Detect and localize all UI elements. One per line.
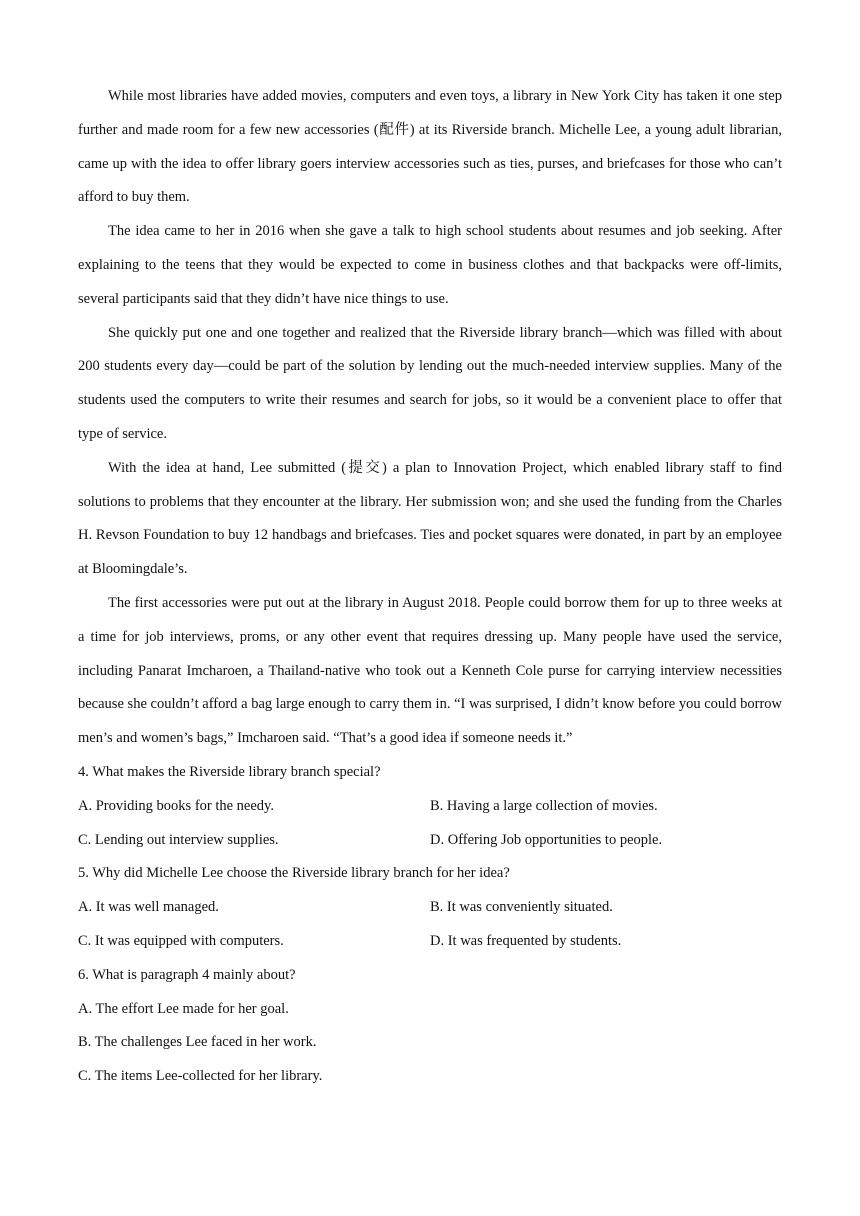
question-4-options-row-2 <box>78 824 782 858</box>
question-4-options-row-1 <box>78 790 782 824</box>
question-5 <box>78 857 782 958</box>
passage-paragraph-5: The first accessories were put out at the library in August 2018. People could borrow them for up to three weeks at a time for job interviews, proms, or any other event that requires dressing up. Many people have used the service, including Panarat Imcharoen, a Thailand-native who took out a Kenneth Cole purse for carrying interview necessities because she couldn’t afford a bag large enough to carry them in. “I was surprised, I didn’t know before you could borrow men’s and women’s bags,” Imcharoen said. “That’s a good idea if someone needs it.” <box>78 594 782 747</box>
question-5-stem: 5. Why did Michelle Lee choose the Riverside library branch for her idea? <box>78 865 510 882</box>
question-5-option-b: B. It was conveniently situated. <box>430 899 613 916</box>
document-page <box>78 80 782 1094</box>
question-4-option-a: A. Providing books for the needy. <box>78 797 274 814</box>
question-6-option-c: C. The items Lee-collected for her library. <box>78 1068 323 1085</box>
question-5-option-c: C. It was equipped with computers. <box>78 932 284 949</box>
question-6-stem: 6. What is paragraph 4 mainly about? <box>78 966 296 983</box>
question-5-options-row-2 <box>78 925 782 959</box>
question-5-option-d: D. It was frequented by students. <box>430 932 622 949</box>
question-6-option-a: A. The effort Lee made for her goal. <box>78 1000 289 1017</box>
passage-paragraph-4: With the idea at hand, Lee submitted (提交) a plan to Innovation Project, which enabled library staff to find solutions to problems that they encounter at the library. Her submission won; and she used the funding from the Charles H. Revson Foundation to buy 12 handbags and briefcases. Ties and pocket squares were donated, in part by an employee at Bloomingdale’s. <box>78 459 782 578</box>
question-4-option-c: C. Lending out interview supplies. <box>78 831 279 848</box>
question-4-option-d: D. Offering Job opportunities to people. <box>430 831 663 848</box>
question-4 <box>78 756 782 857</box>
passage-paragraph-1: While most libraries have added movies, computers and even toys, a library in New York City has taken it one step further and made room for a few new accessories (配件) at its Riverside branch. Michelle Lee, a young adult librarian, came up with the idea to offer library goers interview accessories such as ties, purses, and briefcases for those who can’t afford to buy them. <box>78 88 782 206</box>
question-4-stem: 4. What makes the Riverside library branch special? <box>78 763 381 780</box>
question-4-option-b: B. Having a large collection of movies. <box>430 797 658 814</box>
question-5-option-a: A. It was well managed. <box>78 899 219 916</box>
question-6-option-b: B. The challenges Lee faced in her work. <box>78 1034 317 1051</box>
passage-paragraph-2: The idea came to her in 2016 when she gave a talk to high school students about resumes and job seeking. After explaining to the teens that they would be expected to come in business clothes and that backpacks were off-limits, several participants said that they didn’t have nice things to use. <box>78 223 782 307</box>
question-6 <box>78 959 782 1094</box>
passage-paragraph-3: She quickly put one and one together and realized that the Riverside library branch—which was filled with about 200 students every day—could be part of the solution by lending out the much-needed interview supplies. Many of the students used the computers to write their resumes and search for jobs, so it would be a convenient place to offer that type of service. <box>78 324 782 442</box>
question-5-options-row-1 <box>78 891 782 925</box>
